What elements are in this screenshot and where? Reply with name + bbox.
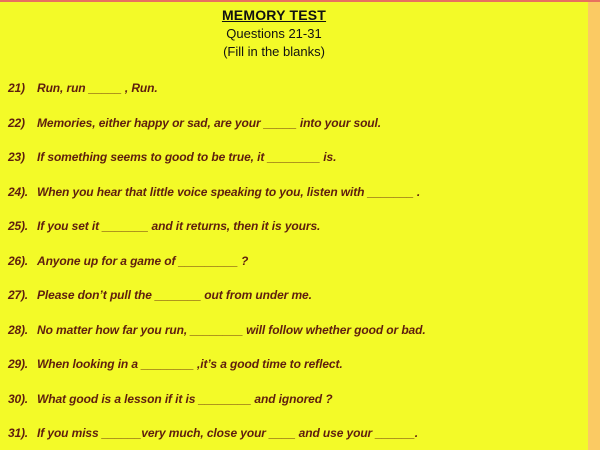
question-number: 28).	[8, 322, 28, 337]
question-text: Run, run _____ , Run.	[37, 81, 158, 95]
question-number: 24).	[8, 184, 28, 199]
questions-range: Questions 21-31	[226, 26, 322, 41]
question-number: 31).	[8, 426, 28, 440]
question-row	[8, 151, 574, 164]
question-number: 21)	[8, 81, 25, 95]
question-row	[8, 255, 574, 268]
question-text: What good is a lesson if it is ________ and ignored ?	[37, 391, 333, 406]
question-number: 26).	[8, 253, 28, 268]
question-number: 29).	[8, 357, 28, 371]
question-text: If something seems to good to be true, it ________ is.	[37, 150, 337, 164]
page-title: MEMORY TEST	[221, 7, 327, 23]
question-text: No matter how far you run, ________ will follow whether good or bad.	[37, 322, 426, 337]
question-text: If you set it _______ and it returns, then it is yours.	[37, 219, 321, 233]
question-list	[8, 82, 574, 440]
question-text: Memories, either happy or sad, are your _____ into your soul.	[37, 115, 382, 130]
question-row	[8, 324, 574, 337]
question-text: When you hear that little voice speaking to you, listen with _______ .	[37, 184, 421, 199]
question-row	[8, 358, 574, 371]
question-row	[8, 289, 574, 302]
top-border-line	[0, 0, 600, 2]
question-text: Anyone up for a game of _________ ?	[37, 253, 249, 268]
question-row	[8, 220, 574, 233]
question-row	[8, 186, 574, 199]
question-row	[8, 117, 574, 130]
question-number: 23)	[8, 150, 25, 164]
question-row	[8, 427, 574, 440]
question-number: 27).	[8, 288, 28, 302]
question-number: 30).	[8, 391, 28, 406]
instruction-text: (Fill in the blanks)	[223, 44, 325, 59]
question-text: When looking in a ________ ,it’s a good time to reflect.	[37, 357, 343, 371]
question-number: 25).	[8, 219, 28, 233]
question-row	[8, 82, 574, 95]
question-row	[8, 393, 574, 406]
right-edge-strip	[588, 0, 600, 450]
question-text: If you miss ______very much, close your ____ and use your ______.	[37, 426, 419, 440]
question-number: 22)	[8, 115, 25, 130]
question-text: Please don’t pull the _______ out from under me.	[37, 288, 312, 302]
slide-header	[8, 6, 540, 61]
